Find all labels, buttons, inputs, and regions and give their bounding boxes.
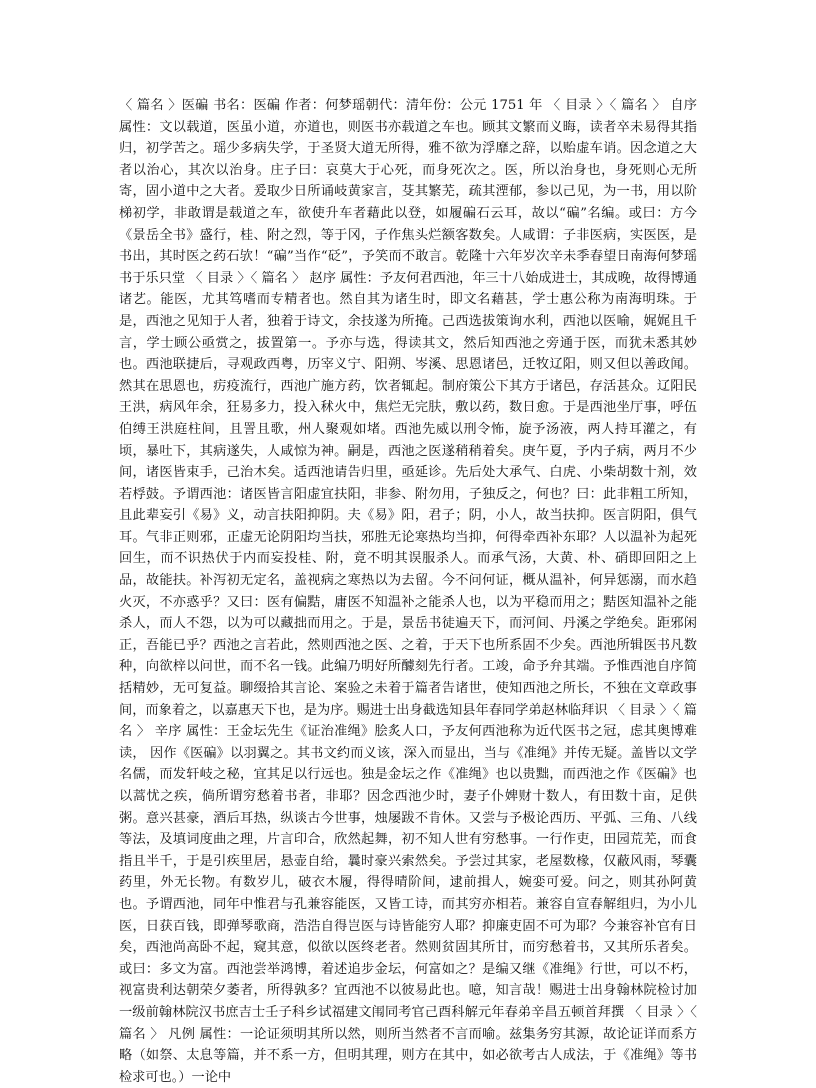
document-text: 〈 篇名 〉医碥 书名：医碥 作者：何梦瑶朝代：清年份：公元 1751 年 〈 目录 〉〈 篇名 〉 自序 属性：文以载道，医虽小道，亦道也，则医书亦载道之车也。顾其文繁而义晦，读者卒未易得其指归，初学苦之。瑶少多病失学，于圣贤大道无所得，雅不欲为浮靡之辞，以贻虚车诮。因念道之大者以治心，其次以治身。庄子曰：哀莫大于心死，而身死次之。医，所以治身也，身死则心无所寄，固小道中之大者。爰取少日所诵岐黄家言，芟其繁芜，疏其湮郁，参以己见，为一书，用以阶梯初学，非敢谓是载道之车，欲使升车者藉此以登，如履碥石云耳，故以“碥”名编。或曰：方今《景岳全书》盛行，桂、附之烈，等于冈，子作焦头烂额客数矣。人咸谓：子非医病，实医医，是书出，其时医之药石欤！“碥”当作“砭”，予笑而不敢言。乾隆十六年岁次辛未季春望日南海何梦瑶书于乐只堂 〈 目录 〉〈 篇名 〉 赵序 属性：予友何君西池，年三十八始成进士，其成晚，故得博通诸艺。能医，尤其笃嗜而专精者也。然自其为诸生时，即文名藉甚，学士惠公称为南海明珠。于是，西池之见知于人者，独着于诗文，余技遂为所掩。己西选拔策询水利，西池以医喻，娓娓且千言，学士顾公亟赏之，拔置第一。予亦与选，得读其文，然后知西池之旁通于医，而犹未悉其妙也。西池联捷后，寻观政西粤，历宰义宁、阳朔、岑溪、思恩诸邑，迁牧辽阳，则又但以善政闻。然其在思恩也，疠疫流行，西池广施方药，饮者辄起。制府策公下其方于诸邑，存活甚众。辽阳民王洪，病风年余，狂易多力，投入秫火中，焦烂无完肤，敷以药，数日愈。于是西池坐厅事，呼伍伯缚王洪庭柱间，且詈且歌，州人聚观如堵。西池先威以刑令怖，旋予汤液，两人持耳灌之，有顷，暴吐下，其病遂失，人咸惊为神。嗣是，西池之医遂稍稍着矣。庚午夏，予内子病，两月不少间，诸医皆束手，己治木矣。适西池请告归里，亟延诊。先后处大承气、白虎、小柴胡数十剂，效若桴鼓。予谓西池：诸医皆言阳虚宜扶阳，非参、附勿用，子独反之，何也？曰：此非粗工所知，且此辈妄引《易》义，动言扶阳抑阴。夫《易》阳，君子；阴，小人，故当扶抑。医言阴阳，俱气耳。气非正则邪，正虚无论阴阳均当扶，邪胜无论寒热均当抑，何得牵西补东耶？人以温补为起死回生，而不识热伏于内而妄投桂、附，竟不明其误服杀人。而承气汤，大黄、朴、硝即回阳之上品，故能扶。补泻初无定名，盖视病之寒热以为去留。今不问何证，概从温补，何异惩溺，而水趋火灭，不亦惑乎？又曰：医有偏黠，庸医不知温补之能杀人也，以为平稳而用之；黠医知温补之能杀人，而人不怨，以为可以藏拙而用之。于是，景岳书徒遍天下，而河间、丹溪之学绝矣。距邪闲正，吾能已乎？西池之言若此，然则西池之医、之着，于天下也所系固不少矣。西池所辑医书凡数种，向欲梓以问世，而不名一钱。此编乃明好所醵刻先行者。工竣，命予弁其端。予惟西池自序简括精妙，无可复益。聊缀拾其言论、案验之未着于篇者告诸世，使知西池之所长，不独在文章政事间，而象着之，以嘉惠天下也，是为序。赐进士出身截选知县年春同学弟赵林临拜识 〈 目录 〉〈 篇名 〉 辛序 属性：王金坛先生《证治准绳》脍炙人口，予友何西池称为近代医书之冠，虑其奥博难读， 因作《医碥》以羽翼之。其书文约而义该，深入而显出，当与《准绳》并传无疑。盖皆以文学名儒，而发轩岐之秘，宜其足以行远也。独是金坛之作《准绳》也以贵黜，而西池之作《医碥》也以蒿忧之疾，倘所谓穷愁着书者，非耶？因念西池少时，妻子仆婢财十数人，有田数十亩，足供粥。意兴甚豪，酒后耳热，纵谈古今世事，烛屡跋不肯休。又尝与予极论西历、平弧、三角、八线等法，及填词度曲之理，片言印合，欣然起舞，初不知人世有穷愁事。一行作吏，田园荒芜，而食指且半千，于是引疾里居，悬壶自给，曩时豪兴索然矣。予尝过其家，老屋数椽，仅蔽风雨，琴囊药里，外无长物。有数岁儿，破衣木履，得得晴阶间，逮前揖人，婉娈可爱。问之，则其孙阿黄也。予谓西池，同年中惟君与孔兼容能医，又皆工诗，而其穷亦相若。兼容自宣春解组归，为小儿医，日获百钱，即弹琴歌商，浩浩自得岂医与诗皆能穷人耶？抑廉吏固不可为耶？今兼容补官有日矣，西池尚高卧不起，窥其意，似欲以医终老者。然则贫固其所甘，而穷愁着书，又其所乐者矣。或曰：多文为富。西池尝举鸿博，着述追步金坛，何富如之？是编又继《准绳》行世，可以不朽，视富贵利达朝荣夕萎者，所得孰多？宜西池不以彼易此也。噫，知言哉！赐进士出身翰林院检讨加一级前翰林院汉书庶吉士壬子科乡试福建文闱同考官己酉科解元年春弟辛昌五顿首拜撰 〈 目录 〉〈 篇名 〉 凡例 属性：一论证须明其所以然，则所当然者不言而喻。兹集务穷其源，故论证详而系方略（如祭、太息等篇，并不系一方，但明其理，则方在其中，如必欲考古人成法，于《准绳》等书检求可也。）一论中 bbox=[119, 98, 697, 1085]
document-body bbox=[119, 95, 697, 1088]
